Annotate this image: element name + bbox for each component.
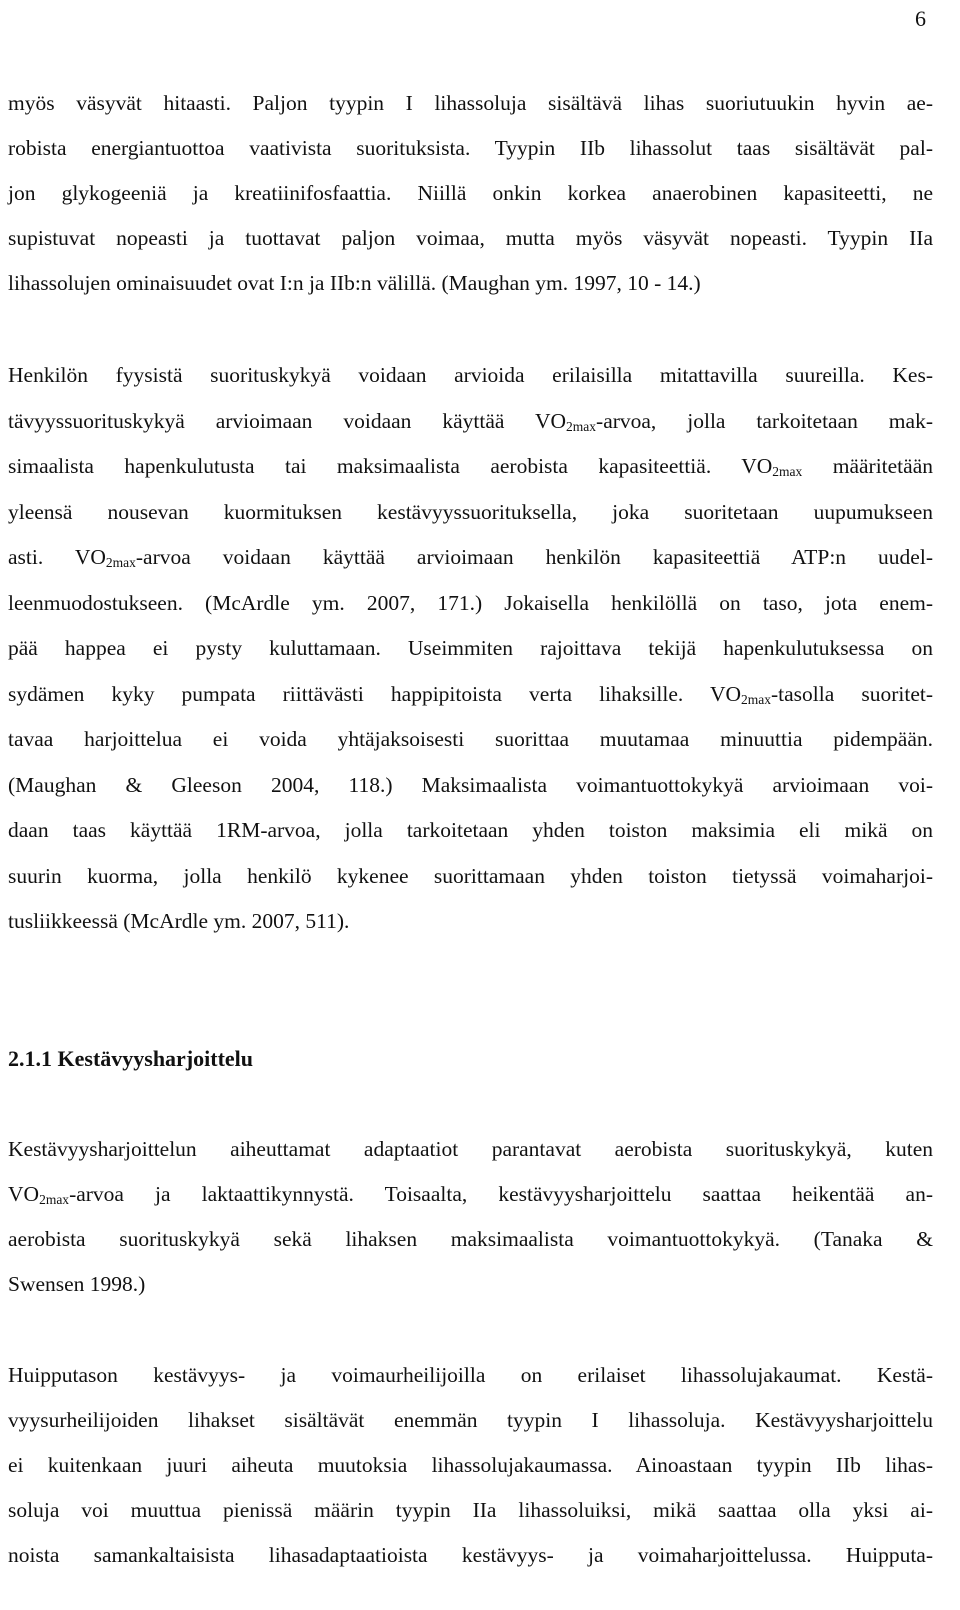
paragraph-line: ei kuitenkaan juuri aiheuta muutoksia lihassolujakaumassa. Ainoastaan tyypin IIb lihas-	[8, 1453, 933, 1477]
paragraph-line: tavaa harjoittelua ei voida yhtäjaksoisesti suorittaa muutamaa minuuttia pidempään.	[8, 727, 933, 751]
paragraph-line	[8, 443, 933, 489]
subscript: 2max	[741, 692, 771, 707]
paragraph-line: Swensen 1998.)	[8, 1272, 146, 1296]
paragraph-line: (Maughan & Gleeson 2004, 118.) Maksimaalista voimantuottokykyä arvioimaan voi-	[8, 773, 933, 797]
paragraph-line: yleensä nousevan kuormituksen kestävyyssuorituksella, joka suoritetaan uupumukseen	[8, 500, 933, 524]
paragraph-line: tusliikkeessä (McArdle ym. 2007, 511).	[8, 909, 350, 933]
text-run: simaalista hapenkulutusta tai maksimaalista aerobista kapasiteettiä. VO	[8, 454, 773, 478]
paragraph-line: Henkilön fyysistä suorituskykyä voidaan arvioida erilaisilla mitattavilla suureilla. Kes-	[8, 363, 933, 387]
subscript: 2max	[566, 419, 597, 434]
paragraph-line: daan taas käyttää 1RM-arvoa, jolla tarkoitetaan yhden toiston maksimia eli mikä on	[8, 818, 933, 842]
paragraph-line: aerobista suorituskykyä sekä lihaksen maksimaalista voimantuottokykyä. (Tanaka &	[8, 1227, 933, 1251]
paragraph-line: jon glykogeeniä ja kreatiinifosfaattia. Niillä onkin korkea anaerobinen kapasiteetti, ne	[8, 181, 933, 205]
subscript: 2max	[39, 1192, 70, 1207]
subscript: 2max	[772, 464, 803, 479]
paragraph-line: soluja voi muuttua pienissä määrin tyypin IIa lihassoluiksi, mikä saattaa olla yksi ai-	[8, 1498, 933, 1522]
paragraph-line	[8, 1171, 933, 1217]
text-run: -tasolla suoritet-	[771, 682, 933, 706]
paragraph-line	[8, 534, 933, 580]
paragraph-line: lihassolujen ominaisuudet ovat I:n ja IIb:n välillä. (Maughan ym. 1997, 10 - 14.)	[8, 271, 701, 295]
paragraph-line: noista samankaltaisista lihasadaptaatioista kestävyys- ja voimaharjoittelussa. Huipputa-	[8, 1543, 933, 1567]
paragraph-line	[8, 398, 933, 444]
paragraph-line: Huipputason kestävyys- ja voimaurheilijoilla on erilaiset lihassolujakaumat. Kestä-	[8, 1363, 933, 1387]
text-run: asti. VO	[8, 545, 106, 569]
paragraph-line: robista energiantuottoa vaativista suorituksista. Tyypin IIb lihassolut taas sisältävät pal-	[8, 136, 933, 160]
paragraph-line: pää happea ei pysty kuluttamaan. Useimmiten rajoittava tekijä hapenkulutuksessa on	[8, 636, 933, 660]
text-run: VO	[8, 1182, 40, 1206]
paragraph-line	[8, 671, 933, 717]
paragraph-line: Kestävyysharjoittelun aiheuttamat adaptaatiot parantavat aerobista suorituskykyä, kuten	[8, 1137, 933, 1161]
text-run: -arvoa ja laktaattikynnystä. Toisaalta, kestävyysharjoittelu saattaa heikentää an-	[69, 1182, 933, 1206]
paragraph-line: supistuvat nopeasti ja tuottavat paljon voimaa, mutta myös väsyvät nopeasti. Tyypin IIa	[8, 226, 933, 250]
text-run: sydämen kyky pumpata riittävästi happipitoista verta lihaksille. VO	[8, 682, 741, 706]
paragraph-line: vyysurheilijoiden lihakset sisältävät enemmän tyypin I lihassoluja. Kestävyysharjoittelu	[8, 1408, 933, 1432]
text-run: määritetään	[802, 454, 933, 478]
page-number: 6	[915, 6, 926, 31]
paragraph-line: myös väsyvät hitaasti. Paljon tyypin I lihassoluja sisältävä lihas suoriutuukin hyvin ae-	[8, 91, 933, 115]
paragraph-line: leenmuodostukseen. (McArdle ym. 2007, 171.) Jokaisella henkilöllä on taso, jota enem-	[8, 591, 933, 615]
text-run: -arvoa voidaan käyttää arvioimaan henkilön kapasiteettiä ATP:n uudel-	[135, 545, 933, 569]
text-run: -arvoa, jolla tarkoitetaan mak-	[596, 409, 933, 433]
text-run: tävyyssuorituskykyä arvioimaan voidaan käyttää VO	[8, 409, 567, 433]
section-heading: 2.1.1 Kestävyysharjoittelu	[8, 1046, 254, 1071]
paragraph-line: suurin kuorma, jolla henkilö kykenee suorittamaan yhden toiston tietyssä voimaharjoi-	[8, 864, 933, 888]
subscript: 2max	[105, 555, 136, 570]
